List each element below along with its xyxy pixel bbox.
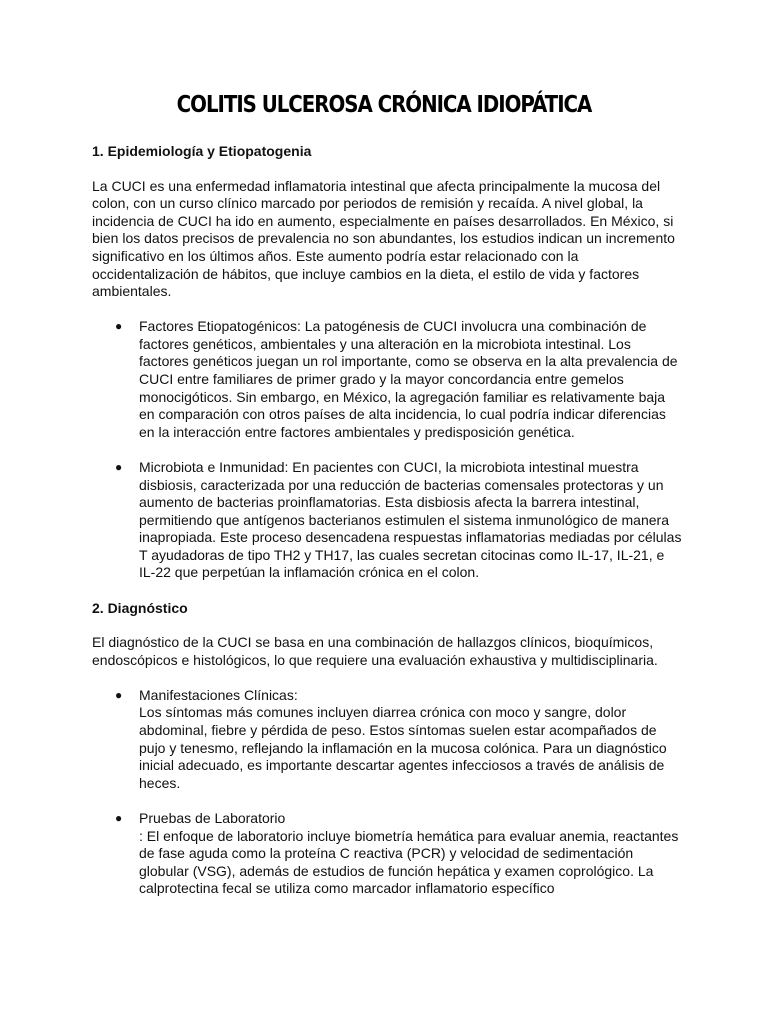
bullet-icon: ● bbox=[115, 459, 123, 474]
section-heading-epidemiologia: 1. Epidemiología y Etiopatogenia bbox=[92, 143, 312, 159]
list-item-label: Pruebas de Laboratorio bbox=[139, 809, 286, 826]
bullet-list-diagnostico bbox=[92, 687, 682, 898]
document-title: COLITIS ULCEROSA CRÓNICA IDIOPÁTICA bbox=[176, 92, 592, 118]
list-item-text: : El enfoque de laboratorio incluye biometría hemática para evaluar anemia, reactantes de fase aguda como la proteína C reactiva (PCR) y velocidad de sedimentación globular (VSG), además de estudios de función hepática y examen coprológico. La calprotectina fecal se utiliza como marcador inflamatorio específico bbox=[139, 827, 679, 897]
document-body bbox=[92, 143, 682, 898]
bullet-list-epidemiologia bbox=[92, 318, 682, 582]
section-paragraph-epidemiologia: La CUCI es una enfermedad inflamatoria intestinal que afecta principalmente la mucosa del colon, con un curso clínico marcado por periodos de remisión y recaída. A nivel global, la incidencia de CUCI ha ido en aumento, especialmente en países desarrollados. En México, si bien los datos precisos de prevalencia no son abundantes, los estudios indican un incremento significativo en los últimos años. Este aumento podría estar relacionado con la occidentalización de hábitos, que incluye cambios en la dieta, el estilo de vida y factores ambientales. bbox=[92, 177, 675, 300]
list-item-text: Factores Etiopatogénicos: La patogénesis de CUCI involucra una combinación de factores genéticos, ambientales y una alteración en la microbiota intestinal. Los factores genéticos juegan un rol importante, como se observa en la alta prevalencia de CUCI entre familiares de primer grado y la mayor concordancia entre gemelos monocigóticos. Sin embargo, en México, la agregación familiar es relativamente baja en comparación con otros países de alta incidencia, lo cual podría indicar diferencias en la interacción entre factores ambientales y predisposición genética. bbox=[139, 318, 678, 440]
list-item bbox=[92, 318, 682, 441]
bullet-icon: ● bbox=[115, 810, 123, 825]
section-heading-diagnostico: 2. Diagnóstico bbox=[92, 599, 188, 616]
list-item bbox=[92, 687, 682, 793]
list-item-text: Los síntomas más comunes incluyen diarrea crónica con moco y sangre, dolor abdominal, fiebre y pérdida de peso. Estos síntomas suelen estar acompañados de pujo y tenesmo, reflejando la inflamación en la mucosa colónica. Para un diagnóstico inicial adecuado, es importante descartar agentes infecciosos a través de análisis de heces. bbox=[139, 704, 667, 791]
bullet-icon: ● bbox=[115, 687, 123, 702]
section-paragraph-diagnostico: El diagnóstico de la CUCI se basa en una combinación de hallazgos clínicos, bioquímicos, endoscópicos e histológicos, lo que requiere una evaluación exhaustiva y multidisciplinaria. bbox=[92, 634, 658, 668]
bullet-icon: ● bbox=[115, 319, 123, 334]
list-item bbox=[92, 810, 682, 898]
list-item bbox=[92, 459, 682, 582]
list-item-text: Microbiota e Inmunidad: En pacientes con CUCI, la microbiota intestinal muestra disbiosis, caracterizada por una reducción de bacterias comensales protectoras y un aumento de bacterias proinflamatorias. Esta disbiosis afecta la barrera intestinal, permitiendo que antígenos bacterianos estimulen el sistema inmunológico de manera inapropiada. Este proceso desencadena respuestas inflamatorias mediadas por células T ayudadoras de tipo TH2 y TH17, las cuales secretan citocinas como IL-17, IL-21, e IL-22 que perpetúan la inflamación crónica en el colon. bbox=[139, 458, 682, 581]
list-item-label: Manifestaciones Clínicas: bbox=[139, 686, 298, 703]
